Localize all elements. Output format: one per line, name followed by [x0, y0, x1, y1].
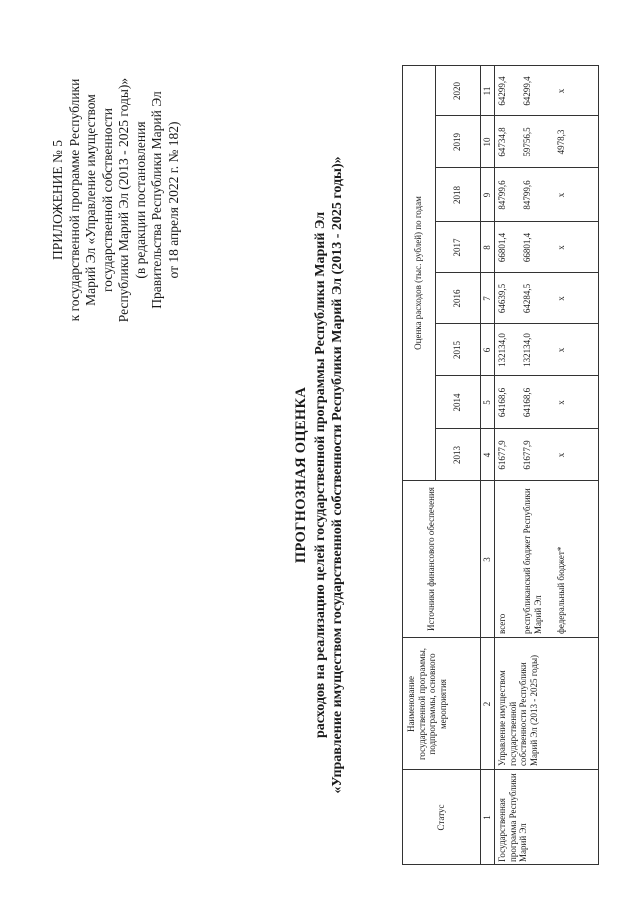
table-border	[402, 864, 599, 865]
header-year: 2017	[452, 238, 462, 257]
row-value: 64299,4	[497, 76, 507, 106]
row-value: 132134,0	[522, 333, 532, 367]
row-value: x	[556, 452, 566, 458]
row-value: x	[556, 88, 566, 94]
row-value: x	[556, 400, 566, 405]
row-value: 64284,5	[522, 283, 532, 314]
appendix-line: Республики Марий Эл (2013 - 2025 годы)»	[116, 77, 131, 323]
header-status: Статус	[436, 804, 446, 831]
appendix-line: к государственной программе Республики	[66, 78, 82, 322]
row-value: x	[556, 192, 566, 198]
program-status: Государственная программа Республики Марий Эл	[497, 773, 528, 862]
header-year: 2018	[452, 186, 462, 204]
column-number: 2	[482, 701, 492, 707]
row-value: 4978,3	[556, 129, 566, 155]
table-border	[598, 65, 599, 865]
header-year: 2014	[452, 393, 462, 412]
table-border	[494, 65, 495, 865]
column-number: 5	[482, 400, 492, 405]
header-year: 2013	[452, 446, 462, 464]
appendix-line: Правительства Республики Марий Эл	[149, 91, 164, 309]
document-subtitle: расходов на реализацию целей государственной программы Республики Марий Эл	[313, 211, 328, 739]
row-value: 64734,8	[497, 127, 507, 157]
appendix-block	[50, 30, 182, 370]
row-value: 61677,9	[497, 440, 507, 470]
row-value: x	[556, 245, 566, 250]
table-border	[435, 65, 436, 481]
column-number: 4	[482, 452, 492, 458]
row-value: 64168,6	[522, 387, 532, 418]
header-estimate: Оценка расходов (тыс. рублей) по годам	[413, 196, 423, 350]
table-border	[402, 769, 599, 770]
table-border	[402, 637, 599, 638]
column-number: 11	[482, 86, 492, 96]
row-value: 84799,6	[522, 180, 532, 210]
table-border	[402, 65, 403, 865]
appendix-line: от 18 апреля 2022 г. № 182)	[165, 121, 181, 279]
column-number: 9	[482, 192, 492, 198]
row-value: 66801,4	[497, 232, 507, 263]
header-name: Наименование государственной программы, подпрограммы, основного мероприятия	[406, 647, 448, 761]
forecast-table	[402, 65, 599, 865]
row-value: 66801,4	[522, 232, 532, 263]
header-year: 2016	[452, 289, 462, 308]
row-value: 59756,5	[522, 127, 532, 157]
column-number: 3	[482, 557, 492, 562]
row-source: всего	[497, 613, 507, 634]
document-title: ПРОГНОЗНАЯ ОЦЕНКА	[293, 386, 309, 564]
row-value: 64299,4	[522, 76, 532, 106]
header-year: 2019	[452, 133, 462, 151]
row-value: 64168,6	[497, 387, 507, 418]
row-source: федеральный бюджет*	[556, 546, 566, 634]
row-value: 64639,5	[497, 283, 507, 314]
column-number: 8	[482, 245, 492, 250]
program-name: Управление имуществом государственной собственности Республики Марий Эл (2013 - 2025 годы)	[497, 654, 539, 766]
header-year: 2015	[452, 341, 462, 359]
table-border	[480, 65, 481, 865]
document-subtitle-program: «Управление имуществом государственной собственности Республики Марий Эл (2013 - 2025 годы)»	[330, 156, 345, 794]
row-value: 132134,0	[497, 333, 507, 367]
row-source: республиканский бюджет Республики Марий Эл	[522, 488, 543, 634]
row-value: x	[556, 296, 566, 301]
row-value: x	[556, 347, 566, 353]
appendix-line: Марий Эл «Управление имуществом	[83, 94, 98, 306]
appendix-line: (в редакции постановления	[132, 121, 148, 279]
column-number: 7	[482, 296, 492, 301]
row-value: 84799,6	[497, 180, 507, 210]
column-number: 10	[482, 137, 492, 147]
header-year: 2020	[452, 82, 462, 100]
column-number: 6	[482, 347, 492, 353]
appendix-line: государственной собственности	[99, 107, 115, 293]
appendix-line: ПРИЛОЖЕНИЕ № 5	[50, 139, 65, 261]
column-number: 1	[482, 815, 492, 820]
row-value: 61677,9	[522, 440, 532, 470]
header-source: Источники финансового обеспечения	[426, 487, 436, 631]
